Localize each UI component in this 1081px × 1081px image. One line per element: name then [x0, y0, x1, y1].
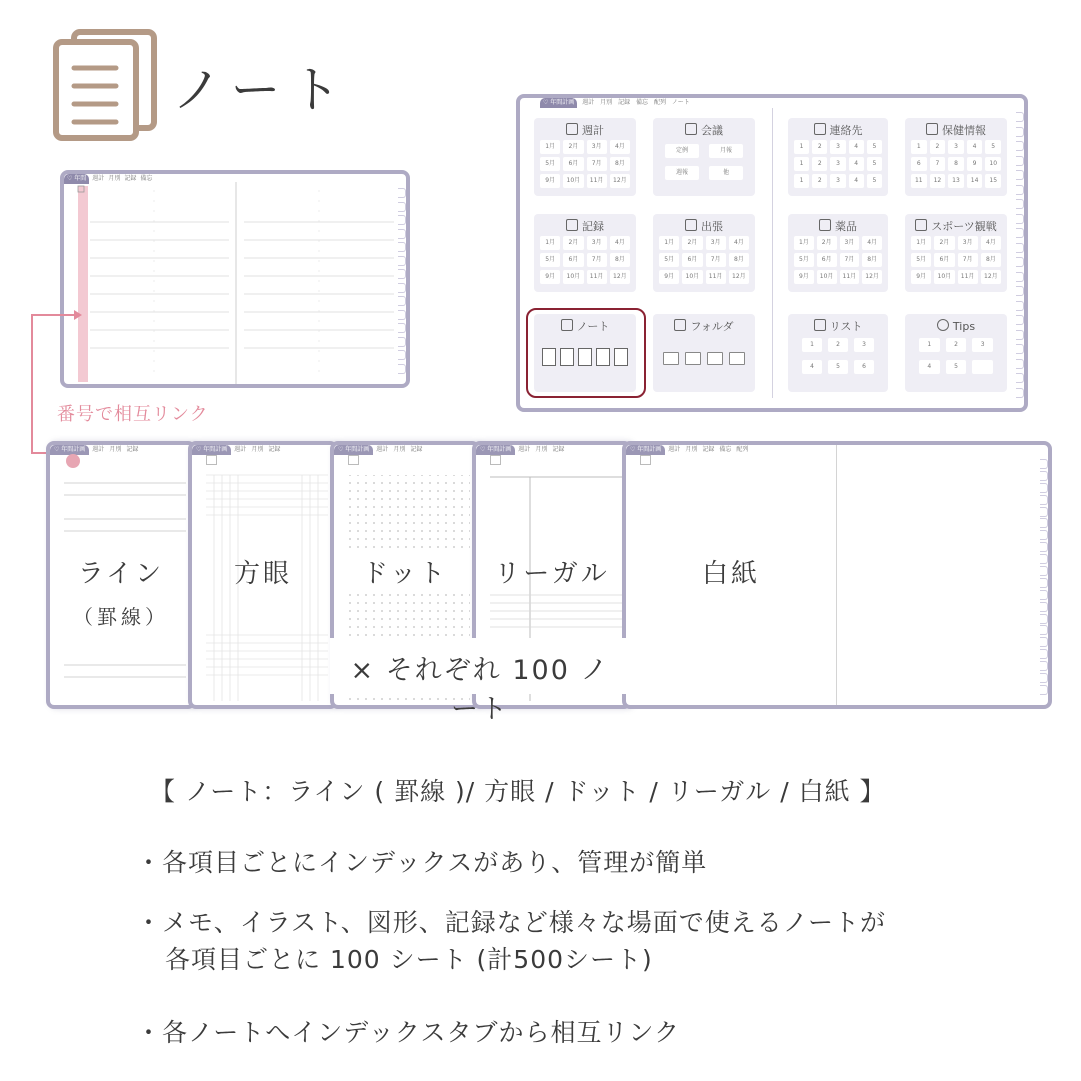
sample-grid[interactable] — [188, 441, 338, 709]
lined-page-preview — [64, 182, 406, 386]
menu-card-medicine[interactable]: 薬品 1月 2月 3月 4月 5月 6月 7月 8月 9月 10月 11月 12月 — [788, 214, 888, 292]
spread-tabbar: ♡ 年間 週計 月別 記録 備忘 — [64, 174, 406, 184]
note-card-highlight — [526, 308, 646, 398]
sample-label: リーガル — [494, 559, 610, 589]
link-label: 番号で相互リンク — [57, 404, 209, 425]
menu-card-trip[interactable]: 出張 1月 2月 3月 4月 5月 6月 7月 8月 9月 10月 11月 12月 — [653, 214, 755, 292]
image-icon[interactable] — [663, 352, 679, 365]
bullet-link: ・各ノートへインデックスタブから相互リンク — [136, 1018, 681, 1047]
page-title: ノート — [172, 61, 351, 119]
menu-card-health[interactable]: 保健情報 1 2 3 4 5 6 7 8 9 10 11 12 13 14 15 — [905, 118, 1007, 196]
sample-lined[interactable] — [46, 441, 196, 709]
sample-label: 方眼 — [233, 559, 292, 589]
menu-card-list[interactable]: リスト 1 2 3 4 5 6 — [788, 314, 888, 392]
menu-card-note[interactable]: ノート — [534, 314, 636, 392]
menu-card-folder[interactable]: フォルダ — [653, 314, 755, 392]
page-divider — [836, 445, 837, 705]
sample-blank[interactable] — [622, 441, 1052, 709]
menu-tabbar: ♡ 年間計画 週計 月別 記録 備忘 配列 ノート — [520, 98, 1024, 108]
menu-card-weekly[interactable]: 週計 1月 2月 3月 4月 5月 6月 7月 8月 9月 10月 11月 12月 — [534, 118, 636, 196]
count-text: × それぞれ 100 ノート — [350, 655, 610, 725]
menu-card-contacts[interactable]: 連絡先 1 2 3 4 5 1 2 3 4 5 1 2 3 4 5 — [788, 118, 888, 196]
index-tabs[interactable] — [1040, 459, 1048, 695]
menu-card-record[interactable]: 記録 1月 2月 3月 4月 5月 6月 7月 8月 9月 10月 11月 12月 — [534, 214, 636, 292]
sample-label: ドット — [334, 553, 476, 590]
sample-label: 白紙 — [701, 559, 760, 589]
sample-sublabel: （罫線） — [73, 605, 169, 629]
sample-tabbar: ♡ 年間計画 週計 月別 記録 — [476, 445, 628, 455]
page-number-box[interactable] — [640, 455, 651, 465]
index-tabs[interactable] — [1016, 112, 1024, 398]
file-icon[interactable] — [729, 352, 745, 365]
bullet-usage: ・メモ、イラスト、図形、記録など様々な場面で使えるノートが — [136, 908, 887, 937]
page-number-box[interactable] — [490, 455, 501, 465]
sample-label: ライン — [77, 559, 165, 589]
menu-card-tips[interactable]: Tips 1 2 3 4 5 — [905, 314, 1007, 392]
page-number-box[interactable] — [348, 455, 359, 465]
menu-card-meeting[interactable]: 会議 定例 月報 週報 他 — [653, 118, 755, 196]
lined-note-spread — [60, 170, 410, 388]
bullet-usage-cont: 各項目ごとに 100 シート (計500シート) — [165, 945, 653, 974]
page-number-box[interactable] — [206, 455, 217, 465]
sample-tabbar: ♡ 年間計画 週計 月別 記録 備忘 配列 — [626, 445, 1048, 455]
notebook-icon — [50, 24, 162, 142]
sample-tabbar: ♡ 年間計画 週計 月別 記録 — [50, 445, 192, 455]
sample-tabbar: ♡ 年間計画 週計 月別 記録 — [334, 445, 476, 455]
index-tabs[interactable] — [398, 188, 406, 374]
bullet-index: ・各項目ごとにインデックスがあり、管理が簡単 — [136, 848, 708, 877]
photo-icon[interactable] — [707, 352, 723, 365]
document-icon[interactable] — [685, 352, 701, 365]
description-title: 【 ノート：ライン ( 罫線 )/ 方眼 / ドット / リーガル / 白紙 】 — [150, 777, 886, 806]
sample-tabbar: ♡ 年間計画 週計 月別 記録 — [192, 445, 334, 455]
menu-card-sports[interactable]: スポーツ観戦 1月 2月 3月 4月 5月 6月 7月 8月 9月 10月 11月 12月 — [905, 214, 1007, 292]
